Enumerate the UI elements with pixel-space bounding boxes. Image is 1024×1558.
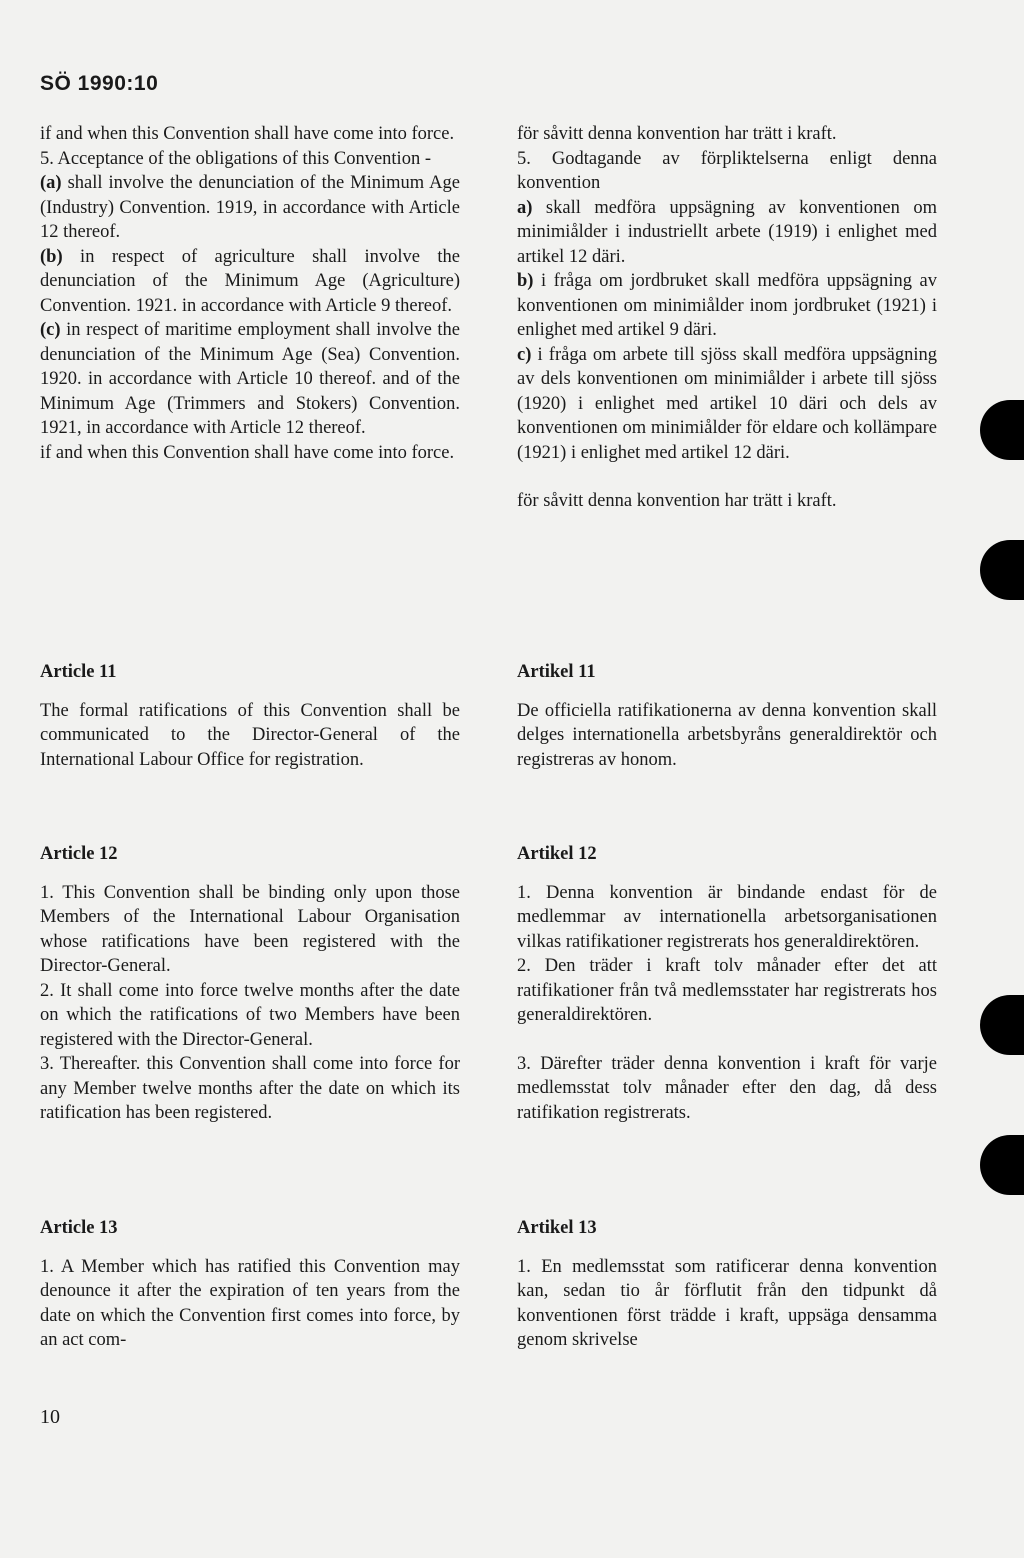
- article-13-section: [40, 1216, 460, 1353]
- artikel-12-paragraph-1: 1. Denna konvention är bindande endast för de medlemmar av internationella arbetsorganisationen vilkas ratifikationer registrerats hos generaldirektören.: [517, 882, 937, 952]
- paragraph-5-end: för såvitt denna konvention har trätt i kraft.: [517, 491, 837, 511]
- article-13-paragraph-1: 1. A Member which has ratified this Convention may denounce it after the expiration of ten years from the date on which the Convention first comes into force, by an act com-: [40, 1256, 460, 1350]
- page-number: 10: [40, 1406, 60, 1428]
- artikel-12-paragraph-2: 2. Den träder i kraft tolv månader efter det att ratifikationer från två medlemsstater har registrerats hos generaldirektören.: [517, 956, 937, 1025]
- punch-hole: [980, 995, 1024, 1055]
- item-text: i fråga om jordbruket skall medföra uppsägning av konventionen om minimiålder inom jordbruket (1921) i enlighet med artikel 9 däri.: [517, 271, 937, 340]
- punch-hole: [980, 540, 1024, 600]
- artikel-13-heading: Artikel 13: [517, 1218, 597, 1238]
- item-label: (a): [40, 173, 62, 193]
- artikel-12-section: [517, 842, 937, 1125]
- article-11-heading: Article 11: [40, 662, 117, 682]
- paragraph-5a: [517, 196, 937, 270]
- document-id: SÖ 1990:10: [40, 72, 159, 95]
- artikel-11-section: [517, 660, 937, 772]
- article-12-paragraph-1: 1. This Convention shall be binding only upon those Members of the International Labour Organisation whose ratifications have been registered with the Director-General.: [40, 882, 460, 976]
- artikel-11-text: De officiella ratifikationerna av denna konvention skall delges internationella arbetsbyråns generaldirektör och registreras av honom.: [517, 700, 937, 770]
- article-11-section: [40, 660, 460, 772]
- paragraph-5-end: if and when this Convention shall have come into force.: [40, 442, 455, 463]
- intro-paragraph: för såvitt denna konvention har trätt i kraft.: [517, 124, 837, 144]
- item-text: i fråga om arbete till sjöss skall medföra uppsägning av dels konventionen om minimiålder i arbete till sjöss (1920) i enlighet med artikel 10 däri och dels av konventionen om minimiålder för eldare och kollämpare (1921) i enlighet med artikel 12 däri.: [517, 344, 937, 463]
- item-text: in respect of maritime employment shall involve the denunciation of the Minimum Age (Sea) Convention. 1920. in accordance with Article 10 thereof. and of the Minimum Age (Trimmers and Stokers) Convention. 1921, in accordance with Article 12 thereof.: [40, 320, 460, 438]
- item-label: (b): [40, 246, 63, 267]
- article-13-heading: Article 13: [40, 1218, 118, 1238]
- paragraph-5c: [40, 318, 460, 441]
- item-text: in respect of agriculture shall involve the denunciation of the Minimum Age (Agriculture) Convention. 1921. in accordance with Article 9 thereof.: [40, 246, 460, 316]
- article-12-section: [40, 842, 460, 1126]
- paragraph-5b: [40, 245, 460, 319]
- paragraph-5a: [40, 171, 460, 245]
- paragraph-5c: [517, 343, 937, 466]
- artikel-13-paragraph-1: 1. En medlemsstat som ratificerar denna konvention kan, sedan tio år förflutit från den tidpunkt då konventionen först trädde i kraft, uppsäga densamma genom skrivelse: [517, 1256, 937, 1350]
- article-10-continuation: [40, 122, 460, 465]
- article-11-text: The formal ratifications of this Convention shall be communicated to the Director-General of the International Labour Office for registration.: [40, 700, 460, 770]
- article-12-paragraph-2: 2. It shall come into force twelve months after the date on which the ratifications of two Members have been registered with the Director-General.: [40, 980, 460, 1050]
- punch-hole: [980, 1135, 1024, 1195]
- paragraph-5: 5. Acceptance of the obligations of this Convention -: [40, 148, 431, 169]
- punch-hole: [980, 400, 1024, 460]
- artikel-12-heading: Artikel 12: [517, 844, 597, 864]
- artikel-11-heading: Artikel 11: [517, 662, 596, 682]
- paragraph-5: 5. Godtagande av förpliktelserna enligt denna konvention: [517, 148, 937, 193]
- item-label: (c): [40, 320, 61, 340]
- item-text: skall medföra uppsägning av konventionen om minimiålder i industriellt arbete (1919) i enlighet med artikel 12 däri.: [517, 197, 937, 267]
- item-label: a): [517, 197, 533, 218]
- intro-paragraph: if and when this Convention shall have come into force.: [40, 124, 455, 144]
- artikel-10-continuation: [517, 122, 937, 514]
- artikel-13-section: [517, 1216, 937, 1353]
- article-12-heading: Article 12: [40, 844, 118, 864]
- artikel-12-paragraph-3: 3. Därefter träder denna konvention i kraft för varje medlemsstat tolv månader efter den dag, då dess ratifikation registrerats.: [517, 1053, 937, 1123]
- paragraph-5b: [517, 269, 937, 343]
- article-12-paragraph-3: 3. Thereafter. this Convention shall come into force for any Member twelve months after the date on which its ratification has been registered.: [40, 1054, 460, 1123]
- item-label: b): [517, 271, 534, 291]
- item-label: c): [517, 344, 532, 365]
- item-text: shall involve the denunciation of the Minimum Age (Industry) Convention. 1919, in accordance with Article 12 thereof.: [40, 173, 460, 242]
